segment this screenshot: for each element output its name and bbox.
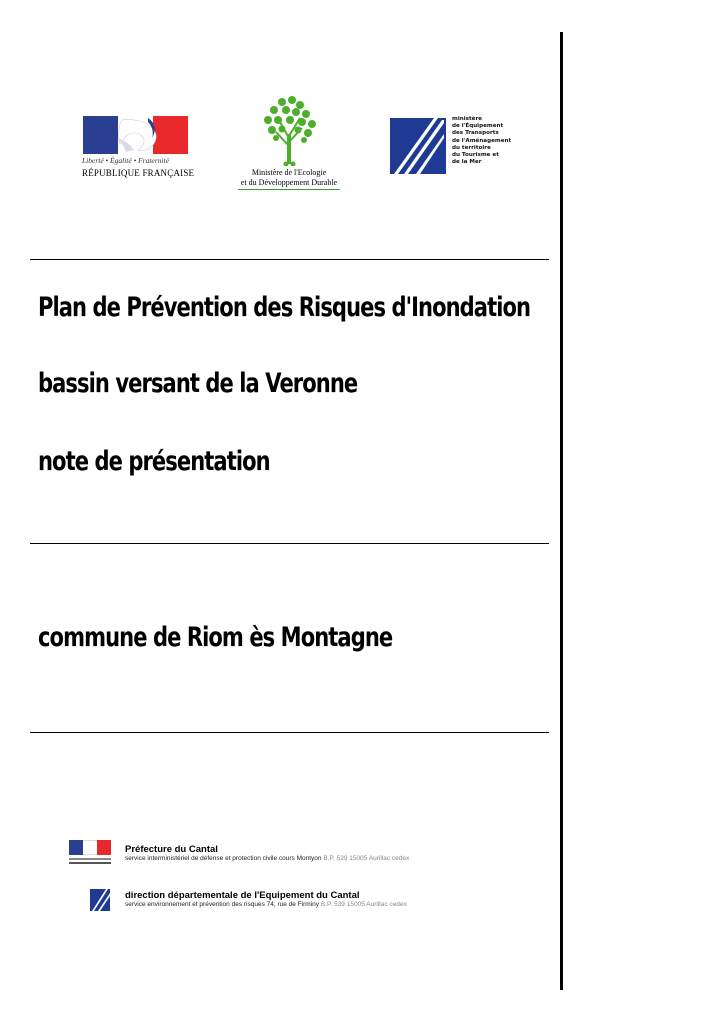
equipement-line: de l'Équipement (452, 123, 504, 130)
dde-heading: direction départementale de l'Equipement du Cantal (125, 890, 360, 901)
equipement-line: du Tourisme et (452, 152, 499, 159)
republique-francaise-logo (82, 116, 195, 186)
basin-title: bassin versant de la Veronne (38, 368, 358, 399)
prefecture-address-line (125, 855, 409, 862)
prefecture-postal: B.P. 529 15005 Aurillac cedex (323, 855, 410, 862)
prefecture-heading: Préfecture du Cantal (125, 844, 218, 855)
dde-postal: B.P. 539 15005 Aurillac cedex (320, 901, 407, 908)
dde-logo-icon (90, 889, 110, 911)
dde-address: service environnement et prévention des risques 74, rue de Firminy (125, 901, 320, 908)
ministere-ecologie-logo (232, 96, 346, 192)
republique-motto: Liberté • Égalité • Fraternité (82, 156, 169, 165)
prefecture-address: service interministériel de défense et protection civile cours Montyon (125, 855, 322, 862)
prefecture-logo (69, 840, 111, 866)
divider-middle (30, 543, 549, 544)
equipement-stripes-icon (390, 116, 448, 176)
equipement-line: des Transports (452, 130, 499, 137)
marianne-profile-icon (82, 116, 190, 154)
republique-name: RÉPUBLIQUE FRANÇAISE (82, 168, 195, 178)
ecologie-line2: et du Développement Durable (240, 178, 338, 187)
equipement-line: ministère (452, 116, 482, 122)
divider-top (30, 259, 549, 260)
equipement-line: de la Mer (452, 159, 482, 166)
document-title: Plan de Prévention des Risques d'Inondation (38, 292, 531, 323)
equipement-line: du territoire (452, 144, 491, 151)
document-type: note de présentation (38, 446, 270, 477)
ecologie-line1: Ministère de l'Ecologie (251, 168, 327, 177)
equipement-line: de l'Aménagement (452, 137, 512, 144)
tree-icon (260, 96, 318, 166)
ecologie-underline (238, 189, 340, 190)
dde-block (125, 890, 407, 908)
ministere-equipement-logo (390, 116, 512, 180)
commune-title: commune de Riom ès Montagne (38, 622, 393, 653)
equipement-text (452, 116, 511, 166)
prefecture-block (125, 844, 409, 862)
divider-bottom (30, 732, 549, 733)
dde-address-line (125, 901, 407, 908)
right-margin-rule (560, 32, 563, 990)
